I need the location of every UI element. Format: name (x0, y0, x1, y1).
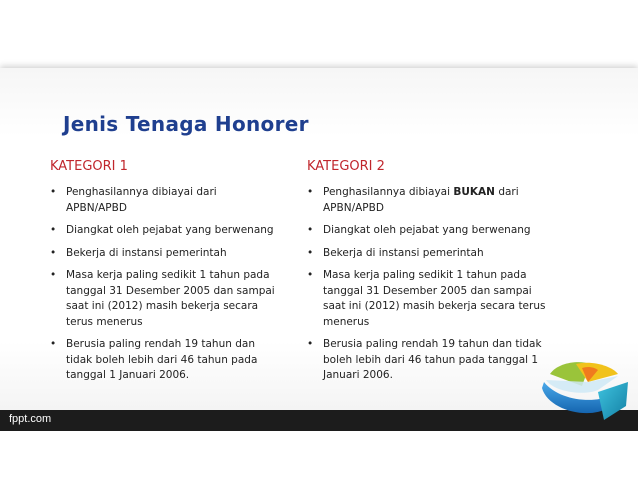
bullet-point: • (50, 224, 57, 236)
list-item (50, 337, 280, 384)
list-item (307, 268, 547, 330)
kategori-1-heading: KATEGORI 1 (50, 159, 128, 174)
list-item (50, 246, 280, 262)
list-item-text: Masa kerja paling sedikit 1 tahun pada tanggal 31 Desember 2005 dan sampai saat ini (2012) masih bekerja secara terus menerus (323, 269, 546, 328)
list-item-emphasis: BUKAN (453, 186, 495, 198)
list-item-text: Berusia paling rendah 19 tahun dan tidak boleh lebih dari 46 tahun pada tanggal 1 Januari 2006. (66, 338, 258, 381)
list-item (307, 223, 547, 239)
bullet-point: • (307, 338, 314, 350)
list-item-text: Berusia paling rendah 19 tahun dan tidak boleh lebih dari 46 tahun pada tanggal 1 Januari 2006. (323, 338, 542, 381)
bullet-point: • (50, 246, 57, 259)
list-item-text-after: dari APBN/APBD (323, 186, 519, 214)
kategori-2-list (307, 185, 547, 384)
list-item-text: Bekerja di instansi pemerintah (323, 246, 484, 259)
column-kategori-2 (307, 159, 547, 391)
bullet-point: • (307, 186, 314, 198)
kategori-2-heading: KATEGORI 2 (307, 159, 385, 174)
bullet-point: • (50, 338, 57, 350)
pie-chart-3d-icon (536, 352, 630, 426)
pie-slice-teal (598, 382, 628, 420)
list-item-text: Diangkat oleh pejabat yang berwenang (323, 224, 531, 236)
list-item (50, 185, 280, 216)
bullet-point: • (307, 269, 314, 281)
bullet-point: • (50, 269, 57, 281)
kategori-1-list (50, 185, 280, 384)
bullet-point: • (50, 186, 57, 198)
list-item (307, 246, 547, 262)
list-item-text: Diangkat oleh pejabat yang berwenang (66, 224, 274, 236)
list-item-text: Bekerja di instansi pemerintah (66, 246, 227, 259)
column-kategori-1 (50, 159, 280, 391)
list-item (307, 185, 547, 216)
list-item (307, 337, 547, 384)
bullet-point: • (307, 246, 314, 259)
list-item-text-before: Penghasilannya dibiayai (323, 186, 451, 198)
slide-title: Jenis Tenaga Honorer (63, 112, 309, 136)
list-item (50, 223, 280, 239)
list-item (50, 268, 280, 330)
bullet-point: • (307, 224, 314, 236)
list-item-text: Masa kerja paling sedikit 1 tahun pada tanggal 31 Desember 2005 dan sampai saat ini (2012) masih bekerja secara terus menerus (66, 269, 275, 328)
footer-brand: fppt.com (9, 413, 52, 425)
list-item-text: Penghasilannya dibiayai dari APBN/APBD (66, 186, 217, 214)
